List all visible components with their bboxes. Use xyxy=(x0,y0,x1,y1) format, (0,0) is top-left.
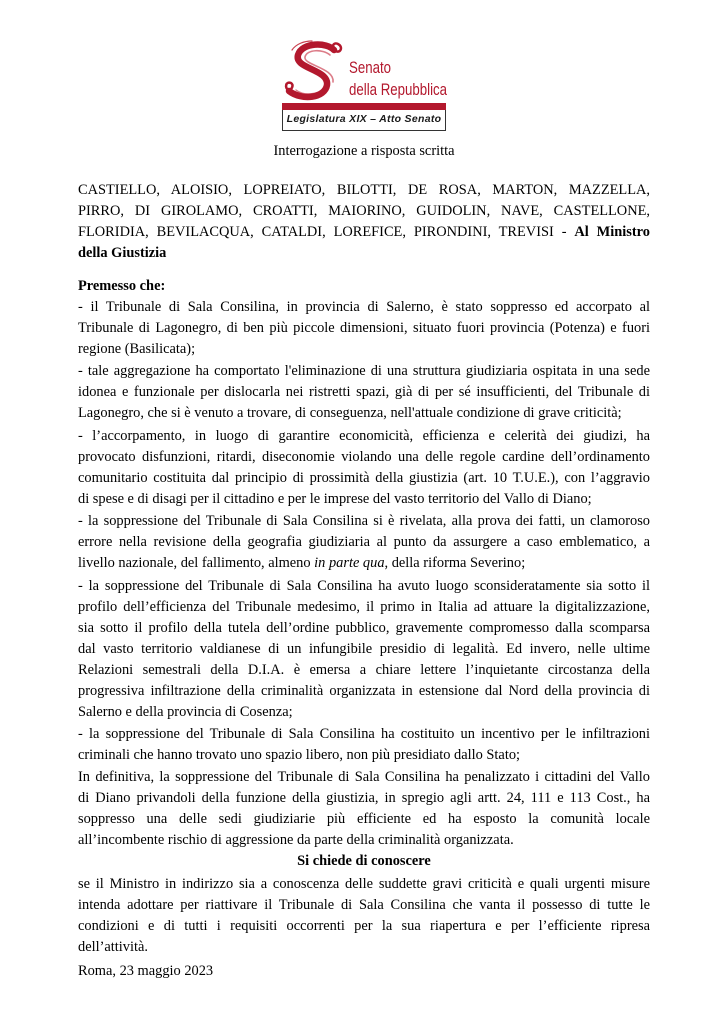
body-line: Lagonegro, che si è venuto a trovare, di conseguenza, nell'attuale condizione di grave criticità; xyxy=(78,405,622,421)
recipient-minister: Al Ministro xyxy=(574,224,650,240)
body-line: - la soppressione del Tribunale di Sala Consilina si è rivelata, alla prova dei fatti, un clamoroso xyxy=(78,513,650,529)
body-line: - la soppressione del Tribunale di Sala Consilina ha costituito un incentivo per le infiltrazioni xyxy=(78,726,650,742)
body-line xyxy=(78,553,650,574)
authors-names: FLORIDIA, BEVILACQUA, CATALDI, LOREFICE, PIRONDINI, TREVISI - xyxy=(78,224,575,240)
premise-heading: Premesso che: xyxy=(78,278,166,294)
authors-line: CASTIELLO, ALOISIO, LOPREIATO, BILOTTI, DE ROSA, MARTON, MAZZELLA, xyxy=(78,182,650,198)
header-red-bar xyxy=(282,103,446,110)
body-line: comunitario costituita dal principio di prossimità della giustizia (art. 10 T.U.E.), con l’aggravio xyxy=(78,470,650,486)
senato-s-logo-icon xyxy=(280,38,346,104)
authors-block xyxy=(78,180,650,264)
body-line: Salerno e della provincia di Cosenza; xyxy=(78,704,293,720)
italic-phrase: in parte qua xyxy=(314,555,385,571)
body-line: In definitiva, la soppressione del Tribunale di Sala Consilina ha penalizzato i cittadini del Vallo xyxy=(78,769,650,785)
body-line: - tale aggregazione ha comportato l'eliminazione di una struttura giudiziaria ospitata in una sede xyxy=(78,363,650,379)
body-line: - il Tribunale di Sala Consilina, in provincia di Salerno, è stato soppresso ed accorpato al xyxy=(78,299,650,315)
body-line: di Diano privandoli della funzione della giustizia, in spregio agli artt. 24, 111 e 113 Cost., ha xyxy=(78,790,650,806)
premise-paragraph-4 xyxy=(78,511,650,574)
body-line: di spese e di disagi per il cittadino e per le imprese del vasto territorio del Vallo di Diano; xyxy=(78,491,592,507)
premise-paragraph-3 xyxy=(78,426,650,510)
legislature-label: Legislatura XIX – Atto Senato xyxy=(282,110,446,131)
logo-title-senato: Senato xyxy=(349,58,392,77)
authors-line xyxy=(78,222,650,243)
logo-title-repubblica: della Repubblica xyxy=(349,80,448,99)
document-type: Interrogazione a risposta scritta xyxy=(273,143,455,159)
request-paragraph xyxy=(78,874,650,958)
body-line: errore nella revisione della geografia giudiziaria al punto da assurgere a caso emblematico, a xyxy=(78,534,650,550)
body-line: - la soppressione del Tribunale di Sala Consilina ha avuto luogo sconsideratamente sia sotto il xyxy=(78,578,650,594)
body-line: provocato disfunzioni, ritardi, diseconomie violando una delle regole cardine dell’ordinamento xyxy=(78,449,650,465)
signature-date: Roma, 23 maggio 2023 xyxy=(78,963,214,979)
premise-paragraph-5 xyxy=(78,576,650,723)
premise-paragraph-2 xyxy=(78,361,650,424)
request-heading: Si chiede di conoscere xyxy=(297,853,431,869)
body-line: Relazioni semestrali della D.I.A. è emersa a chiare lettere l’inquietante circostanza della xyxy=(78,662,650,678)
premise-paragraph-6 xyxy=(78,724,650,766)
authors-line: PIRRO, DI GIROLAMO, CROATTI, MAIORINO, GUIDOLIN, NAVE, CASTELLONE, xyxy=(78,203,650,219)
body-line: Tribunale di Lagonegro, di ben più piccole dimensioni, situato fuori provincia (Potenza) e fuori xyxy=(78,320,650,336)
body-line: profilo dell’efficienza del Tribunale medesimo, il primo in Italia ad attuare la digitalizzazione, xyxy=(78,599,650,615)
premise-paragraph-1 xyxy=(78,297,650,360)
body-line: se il Ministro in indirizzo sia a conoscenza delle suddette gravi criticità e quali urgenti misure xyxy=(78,876,650,892)
body-line: condizioni e di tutti i requisiti occorrenti per la sua riapertura e per l’efficiente ripresa xyxy=(78,918,650,934)
body-line: intenda adottare per riattivare il Tribunale di Sala Consilina che vanta il possesso di tutte le xyxy=(78,897,650,913)
body-line: dell’attività. xyxy=(78,939,148,955)
body-line: sia sotto il profilo della tutela dell’ordine pubblico, gravemente compromesso dalla scomparsa xyxy=(78,620,650,636)
body-line: soppresso una delle sedi giudiziarie più efficiente ed ha esposto la comunità locale xyxy=(78,811,650,827)
body-line: idonea e funzionale per dislocarla nei ristretti spazi, già di per sé insufficienti, del Tribunale di xyxy=(78,384,650,400)
body-text: livello nazionale, del fallimento, almeno xyxy=(78,555,315,571)
body-line: progressiva infiltrazione della criminalità organizzata in estensione dal Nord della provincia di xyxy=(78,683,650,699)
body-line: criminali che hanno trovato uno spazio libero, non più presidiato dallo Stato; xyxy=(78,747,521,763)
body-line: - l’accorpamento, in luogo di garantire economicità, efficienza e celerità dei giudizi, ha xyxy=(78,428,650,444)
body-text: , della riforma Severino; xyxy=(384,555,526,571)
body-line: regione (Basilicata); xyxy=(78,341,196,357)
recipient-ministry: della Giustizia xyxy=(78,245,167,261)
body-line: dal vasto territorio valdianese di un infungibile presidio di legalità. Ed invero, nelle ultime xyxy=(78,641,650,657)
conclusion-paragraph xyxy=(78,767,650,851)
body-line: all’incombente rischio di aggressione da parte della criminalità organizzata. xyxy=(78,832,514,848)
